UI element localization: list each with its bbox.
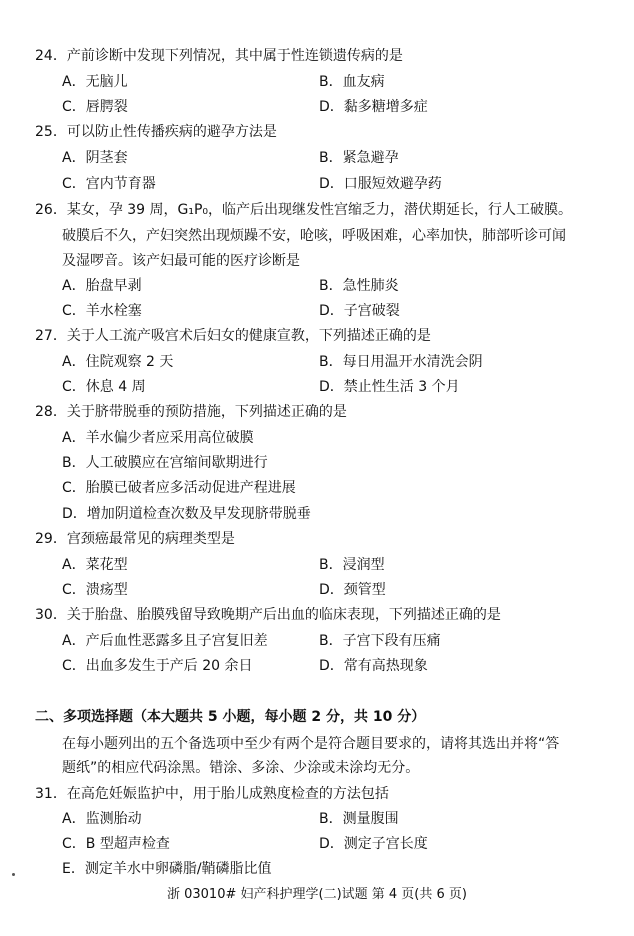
question-31-option-e: E．测定羊水中卵磷脂/鞘磷脂比值 bbox=[62, 861, 272, 877]
question-30-option-c: C．出血多发生于产后 20 余日 bbox=[62, 658, 253, 674]
question-24-option-d: D．黏多糖增多症 bbox=[319, 99, 428, 115]
question-29-option-c: C．溃疡型 bbox=[62, 582, 128, 598]
question-28-option-a: A．羊水偏少者应采用高位破膜 bbox=[62, 430, 254, 446]
question-30-stem: 30．关于胎盘、胎膜残留导致晚期产后出血的临床表现，下列描述正确的是 bbox=[35, 607, 501, 623]
question-28-option-d: D．增加阴道检查次数及早发现脐带脱垂 bbox=[62, 506, 311, 522]
question-26-option-b: B．急性肺炎 bbox=[319, 278, 399, 294]
question-27-option-a: A．住院观察 2 天 bbox=[62, 354, 174, 370]
question-26-option-d: D．子宫破裂 bbox=[319, 303, 400, 319]
question-26-stem-line-3: 及湿啰音。该产妇最可能的医疗诊断是 bbox=[62, 253, 300, 269]
question-29-option-b: B．浸润型 bbox=[319, 557, 385, 573]
question-25-option-a: A．阴茎套 bbox=[62, 150, 128, 166]
section-2-title: 二、多项选择题（本大题共 5 小题，每小题 2 分，共 10 分） bbox=[35, 709, 426, 725]
question-26-option-c: C．羊水栓塞 bbox=[62, 303, 142, 319]
question-24-option-a: A．无脑儿 bbox=[62, 74, 128, 90]
question-27-option-b: B．每日用温开水清洗会阴 bbox=[319, 354, 483, 370]
question-29-option-a: A．菜花型 bbox=[62, 557, 128, 573]
question-25-option-b: B．紧急避孕 bbox=[319, 150, 399, 166]
question-30-option-a: A．产后血性恶露多且子宫复旧差 bbox=[62, 633, 268, 649]
question-31-option-c: C．B 型超声检查 bbox=[62, 836, 170, 852]
question-29-stem: 29．宫颈癌最常见的病理类型是 bbox=[35, 531, 235, 547]
question-28-option-b: B．人工破膜应在宫缩间歇期进行 bbox=[62, 455, 268, 471]
question-27-option-d: D．禁止性生活 3 个月 bbox=[319, 379, 460, 395]
scan-speck bbox=[12, 873, 15, 876]
question-24-stem: 24．产前诊断中发现下列情况，其中属于性连锁遗传病的是 bbox=[35, 48, 403, 64]
question-26-stem-line-2: 破膜后不久，产妇突然出现烦躁不安，呛咳，呼吸困难，心率加快，肺部听诊可闻 bbox=[62, 228, 566, 244]
question-31-option-a: A．监测胎动 bbox=[62, 811, 142, 827]
question-24-option-c: C．唇腭裂 bbox=[62, 99, 128, 115]
question-24-option-b: B．血友病 bbox=[319, 74, 385, 90]
question-29-option-d: D．颈管型 bbox=[319, 582, 386, 598]
section-2-instruction-line-2: 题纸”的相应代码涂黑。错涂、多涂、少涂或未涂均无分。 bbox=[62, 760, 420, 776]
question-25-option-d: D．口服短效避孕药 bbox=[319, 176, 442, 192]
question-25-option-c: C．宫内节育器 bbox=[62, 176, 156, 192]
question-25-stem: 25．可以防止性传播疾病的避孕方法是 bbox=[35, 124, 277, 140]
section-2-instruction-line-1: 在每小题列出的五个备选项中至少有两个是符合题目要求的，请将其选出并将“答 bbox=[62, 736, 560, 752]
question-31-stem: 31．在高危妊娠监护中，用于胎儿成熟度检查的方法包括 bbox=[35, 786, 389, 802]
question-27-stem: 27．关于人工流产吸宫术后妇女的健康宣教，下列描述正确的是 bbox=[35, 328, 431, 344]
question-26-stem-line-1: 26．某女，孕 39 周，G₁P₀，临产后出现继发性宫缩乏力，潜伏期延长，行人工破膜。 bbox=[35, 202, 573, 218]
question-26-option-a: A．胎盘早剥 bbox=[62, 278, 142, 294]
question-28-option-c: C．胎膜已破者应多活动促进产程进展 bbox=[62, 480, 296, 496]
question-31-option-d: D．测定子宫长度 bbox=[319, 836, 428, 852]
page-footer: 浙 03010# 妇产科护理学(二)试题 第 4 页(共 6 页) bbox=[166, 887, 467, 902]
question-31-option-b: B．测量腹围 bbox=[319, 811, 399, 827]
question-27-option-c: C．休息 4 周 bbox=[62, 379, 146, 395]
question-28-stem: 28．关于脐带脱垂的预防措施，下列描述正确的是 bbox=[35, 404, 347, 420]
question-30-option-b: B．子宫下段有压痛 bbox=[319, 633, 441, 649]
question-30-option-d: D．常有高热现象 bbox=[319, 658, 428, 674]
